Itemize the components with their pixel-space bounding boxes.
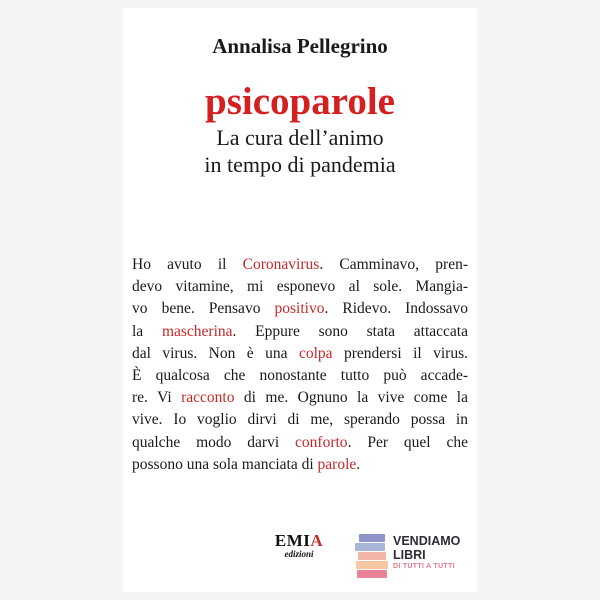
seller-line2: LIBRI — [393, 548, 426, 562]
blurb-text-run: . Per quel che — [347, 433, 468, 451]
book-title: psicoparole — [205, 80, 395, 123]
blurb-line — [132, 454, 468, 476]
book-stack-piece — [355, 543, 385, 551]
blurb-line — [132, 321, 468, 343]
blurb-text-run: la — [132, 322, 162, 340]
blurb-text-run: vive. Io voglio dirvi di me, sperando possa in — [132, 411, 468, 429]
book-stack-piece — [359, 534, 385, 542]
book-stack-piece — [358, 552, 386, 560]
blurb-text-run: . Ridevo. Indossavo — [324, 300, 468, 318]
blurb-text-run: re. Vi — [132, 389, 182, 407]
blurb-line — [132, 343, 468, 365]
book-stack-icon — [355, 534, 389, 580]
blurb-line — [132, 276, 468, 298]
blurb-text-run: devo vitamine, mi esponevo al sole. Mangia- — [132, 278, 468, 296]
seller-line1: VENDIAMO — [393, 534, 461, 548]
book-subtitle — [123, 124, 477, 178]
subtitle-line: in tempo di pandemia — [204, 152, 396, 177]
blurb-text-run: Ho avuto il — [132, 256, 243, 273]
author-name: Annalisa Pellegrino — [212, 34, 388, 58]
book-stack-piece — [356, 561, 388, 569]
publisher-subtitle: edizioni — [284, 549, 314, 559]
highlighted-word: racconto — [181, 389, 235, 407]
publisher-logo — [274, 532, 324, 559]
publisher-name — [274, 532, 324, 549]
blurb-text-run: È qualcosa che nonostante tutto può accade- — [132, 367, 468, 385]
blurb-text-run: . — [356, 455, 361, 473]
publisher-name-accent: A — [310, 531, 324, 550]
blurb-text-run: . Camminavo, pren- — [319, 256, 468, 273]
highlighted-word: parole — [317, 455, 357, 473]
blurb-line — [132, 387, 468, 409]
blurb-text-run: qualche modo darvi — [132, 433, 296, 451]
blurb-text-run: vo bene. Pensavo — [132, 300, 275, 318]
blurb-line — [132, 365, 468, 387]
highlighted-word: Coronavirus — [242, 256, 320, 273]
blurb-text-run: possono una sola manciata di — [132, 455, 318, 473]
seller-tagline: DI TUTTI A TUTTI — [393, 563, 455, 570]
blurb-line — [132, 254, 468, 276]
seller-text — [393, 534, 460, 572]
highlighted-word: positivo — [274, 300, 325, 318]
blurb-line — [132, 432, 468, 454]
highlighted-word: conforto — [295, 433, 348, 451]
blurb-line — [132, 298, 468, 320]
book-stack-piece — [357, 570, 387, 578]
publisher-name-prefix: EMI — [274, 531, 311, 550]
blurb-text — [132, 254, 468, 476]
subtitle-line: La cura dell’animo — [216, 125, 384, 150]
blurb-text-run: . Eppure sono stata attaccata — [232, 322, 468, 340]
highlighted-word: colpa — [298, 344, 333, 362]
blurb-line — [132, 409, 468, 431]
blurb-text-run: di me. Ognuno la vive come la — [234, 389, 468, 407]
blurb-text-run: prendersi il virus. — [332, 344, 468, 362]
seller-logo — [355, 532, 475, 584]
highlighted-word: mascherina — [161, 322, 233, 340]
blurb-text-run: dal virus. Non è una — [132, 344, 299, 362]
book-cover — [123, 8, 477, 592]
